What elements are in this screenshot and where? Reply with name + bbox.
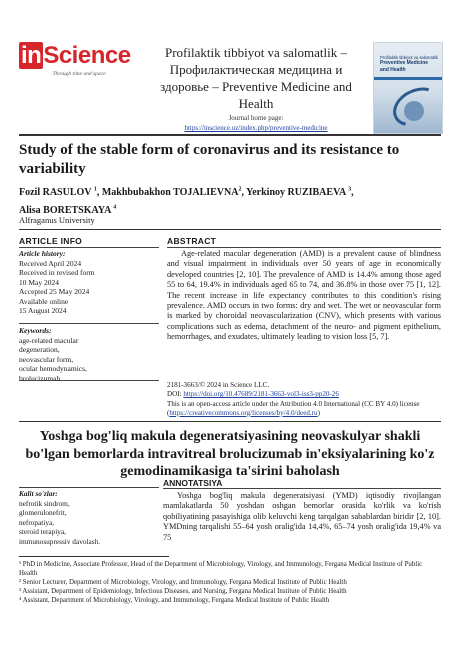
uz-keyword-item: nefropatiya, [19, 517, 55, 527]
doi-line: DOI: https://doi.org/10.47689/2181-3663-vol3-iss3-pp20-26 [167, 390, 339, 399]
affiliation: Alfraganus University [19, 215, 95, 225]
keywords-box [19, 326, 159, 383]
cover-line1: Profilaktik tibbiyot va salomatlik [380, 55, 438, 60]
publisher-logo [19, 43, 139, 88]
article-history [19, 249, 159, 316]
header-rule [19, 134, 441, 136]
keyword-item: degeneration, [19, 345, 60, 354]
cover-text [380, 55, 438, 73]
abstract-heading: ABSTRACT [167, 236, 217, 246]
info-rule-top [19, 229, 441, 230]
author-2: Makhbubakhon TOJALIEVNA$^2$, [101, 187, 247, 199]
cover-stethoscope-head [404, 101, 424, 121]
uzbek-keywords [19, 489, 159, 546]
journal-cover-image [373, 42, 443, 134]
info-col-rule [19, 247, 159, 248]
uzbek-abstract [163, 491, 441, 543]
history-item: Available online [19, 296, 69, 306]
author-4: Alisa BORETSKAYA $^4$ [19, 204, 117, 216]
abstract-col-rule [167, 247, 441, 248]
author-3: Yerkinoy RUZIBAEVA $^3$, [246, 187, 354, 199]
uz-keyword-item: steroid terapiya, [19, 527, 67, 536]
journal-home-label: Journal home page: [228, 114, 284, 122]
footnote-1: ¹ PhD in Medicine, Associate Professor, Head of the Department of Microbiology, Virology, and Immunology, Fergana Medical Institute of Public Health [19, 561, 423, 578]
keyword-item: neovascular form, [19, 354, 74, 364]
journal-home [147, 113, 365, 133]
uzbek-title: Yoshga bog'liq makula degeneratsiyasining neovaskulyar shakli bo'lgan bemorlarda intravitreal brolucizumab in'eksiyalarining ko'z gemodinamikasiga ta'sirini baholash [25, 429, 435, 479]
author-list [19, 183, 441, 218]
history-item: 10 May 2024 [19, 277, 59, 287]
footnotes [19, 560, 441, 605]
keyword-item: ocular hemodynamics, [19, 364, 87, 373]
article-meta [167, 381, 441, 418]
license-link[interactable]: https://creativecommons.org/licenses/by/4.0/deed.ru [169, 408, 318, 417]
history-item: Received April 2024 [19, 258, 82, 268]
uz-keywords-label: Kalit so'zlar: [19, 489, 58, 498]
keyword-item: age-related macular [19, 335, 79, 345]
cover-line2: Preventive Medicine and Health [380, 60, 429, 73]
journal-title: Profilaktik tibbiyot va salomatlik – Профилактическая медицина и здоровье – Preventive Medicine and Health [160, 45, 352, 111]
journal-home-link[interactable]: https://inscience.uz/index.php/preventive-medicine [184, 124, 328, 132]
history-item: Accepted 25 May 2024 [19, 287, 90, 296]
logo-tagline: Through time and space [52, 71, 106, 77]
uz-kw-rule [19, 487, 159, 488]
keywords-rule-bottom [19, 380, 159, 381]
footnote-4: ⁴ Assistant, Department of Microbiology, Virology, and Immunology, Fergana Medical Institute of Public Health [19, 597, 330, 605]
logo-in-text: in [21, 42, 42, 69]
abstract-text: Age-related macular degeneration (AMD) is a prevalent cause of blindness and visual impairment in individuals over 50 years of age in economically developed countries [2, 10]. The prevalence of AMD is 14.4% among those aged 55 to 64, 19.4% in individuals aged 65 to 74, and 36.8% in those over 75 [1, 12]. The recent increase in life expectancy contributes to this condition's rising prevalence. AMD occurs in two forms: dry and wet. The wet or neovascular form is marked by choroidal neovascularization (CNV), which presents with various complications such as edema, detachment of the neuro- and pigment epithelium, hemorrhages, and exudates, ultimately leading to vision loss [5, 7]. [167, 249, 441, 342]
uz-abs-rule [163, 488, 441, 489]
footnote-rule [19, 556, 169, 557]
history-label: Article history: [19, 249, 66, 258]
logo-science-text: Science [43, 42, 131, 69]
author-1: Fozil RASULOV $^1$, [19, 187, 102, 199]
keywords-label: Keywords: [19, 326, 52, 335]
article-title: Study of the stable form of coronavirus and its resistance to variability [19, 142, 400, 177]
section-rule [19, 421, 441, 422]
uz-keyword-item: nefrotik sindrom, [19, 498, 70, 508]
keyword-item: brolucizumab. [19, 373, 63, 383]
annotatsiya-heading: ANNOTATSIYA [163, 478, 223, 488]
history-item: Received in revised form [19, 268, 95, 277]
keywords-rule [19, 323, 159, 324]
article-info-heading: ARTICLE INFO [19, 236, 83, 246]
uz-keyword-item: immunosupressiv davolash. [19, 536, 101, 546]
uz-keyword-item: glomerulonefrit, [19, 508, 67, 517]
uzbek-abstract-text: Yoshga bog'liq makula degeneratsiyasi (YMD) iqtisodiy rivojlangan mamlakatlarda 50 yoshdan oshgan bemorlar orasida ko'rlik va ko'rish qobiliyatining pasayishiga olib keluvchi keng tarqalgan sabablardan biridir [2, 10]. YMDning tarqalishi 55–64 yosh oralig'ida 14,4%, 65–74 yosh oralig'ida 19,4% va 75 [163, 491, 441, 542]
doi-link[interactable]: https://doi.org/10.47689/2181-3663-vol3-iss3-pp20-26 [183, 390, 339, 399]
license-line: This is an open-access article under the Attribution 4.0 International (CC BY 4.0) license (https://creativecommons.org/licenses/by/4.0/deed.ru) [167, 399, 420, 417]
footnote-3: ³ Assistant, Department of Epidemiology, Infectious Diseases, and Nursing, Fergana Medical Institute of Public Health [19, 588, 347, 596]
issn-line: 2181-3663/© 2024 in Science LLC. [167, 381, 270, 389]
footnote-2: ² Senior Lecturer, Department of Microbiology, Virology, and Immunology, Fergana Medical Institute of Public Health [19, 579, 347, 587]
cover-band [374, 77, 442, 80]
abstract-body [167, 249, 441, 343]
history-item: 15 August 2024 [19, 306, 67, 315]
